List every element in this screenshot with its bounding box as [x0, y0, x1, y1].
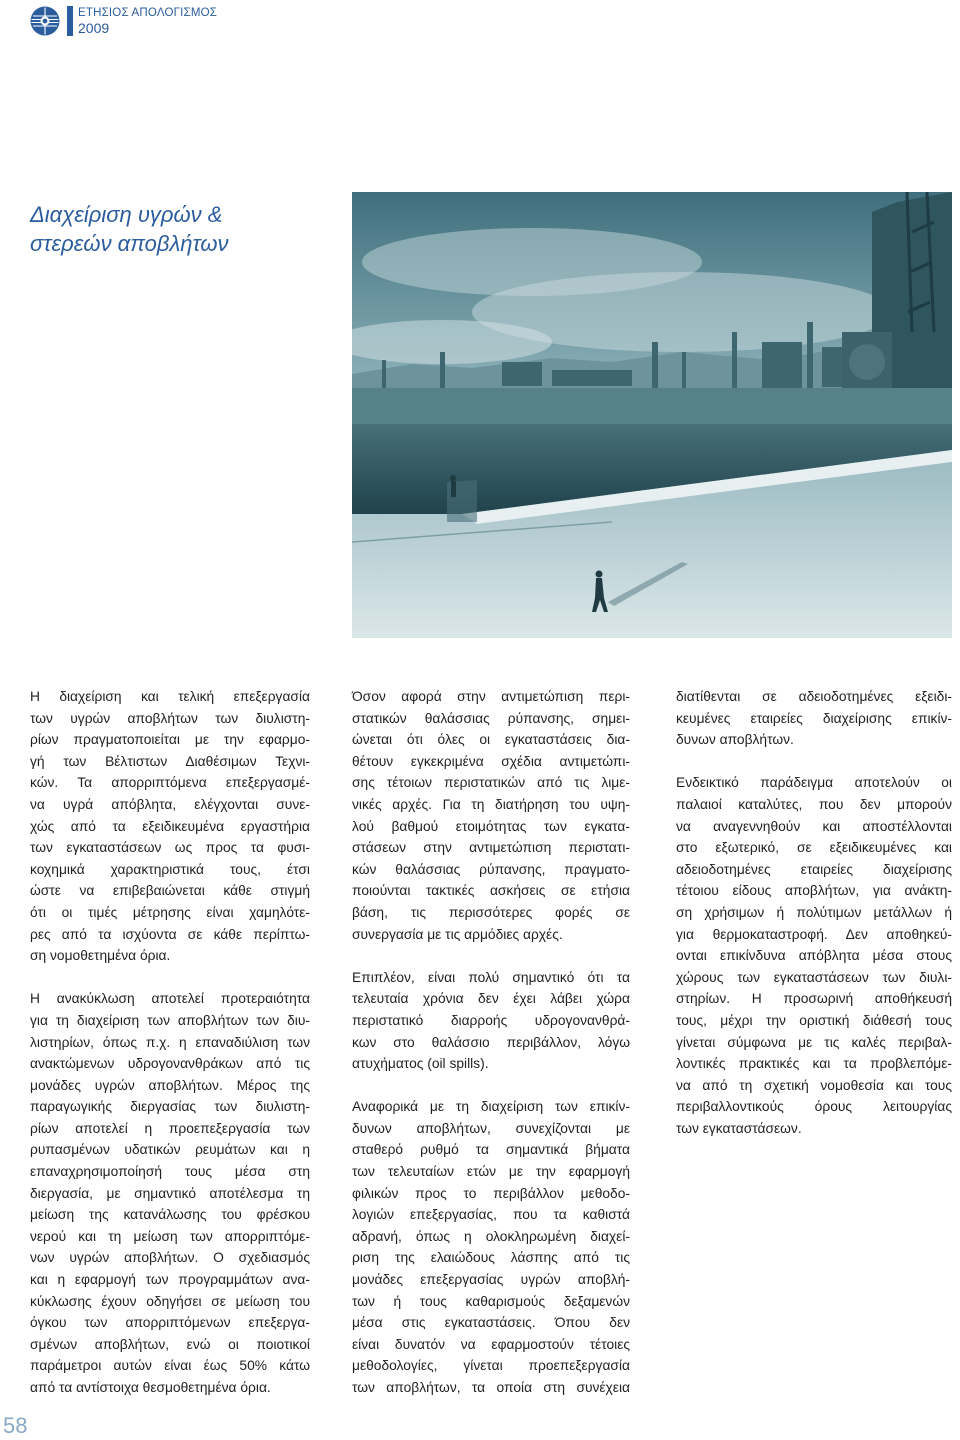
text-line: δυνων αποβλήτων, συνεχίζονται με: [352, 1120, 630, 1136]
report-year: 2009: [78, 20, 110, 36]
text-line: περιβαλλοντικούς όρους λειτουργίας: [676, 1099, 952, 1115]
text-line: σης τέτοιων περιστατικών από τις λιμε-: [352, 775, 630, 791]
text-line: νερού και τη μείωση των απορριπτόμε-: [30, 1228, 310, 1244]
text-line: γή των Βέλτιστων Διαθέσιμων Τεχνι-: [30, 753, 310, 769]
text-line: των αποβλήτων, τα οποία στη συνέχεια: [352, 1380, 630, 1395]
paragraph: [352, 1096, 630, 1398]
text-line: των τελευταίων ετών με την εφαρμογή: [352, 1164, 630, 1180]
text-line: λού βαθμού ετοιμότητας των εγκατα-: [352, 818, 630, 834]
text-line: νικές αρχές. Για τη διατήρηση του υψη-: [352, 796, 630, 812]
text-line: σμένων αποβλήτων, ενώ οι ποιοτικοί: [30, 1336, 310, 1352]
text-line: στατικών θαλάσσιας ρύπανσης, σημει-: [352, 710, 630, 726]
text-line: να από τη σχετική νομοθεσία και τους: [676, 1077, 952, 1093]
text-line: κοχημικά χαρακτηριστικά τους, έτσι: [30, 861, 310, 877]
text-column-1: [30, 686, 310, 1399]
paragraph: [352, 686, 630, 945]
text-line: παλαιοί καταλύτες, που δεν μπορούν: [676, 796, 952, 812]
paragraph: [30, 686, 310, 967]
text-line: νων υγρών αποβλήτων. Ο σχεδιασμός: [30, 1250, 310, 1266]
text-line: Ενδεικτικό παράδειγμα αποτελούν οι: [676, 775, 952, 791]
text-line: σταθερό ρυθμό τα σημαντικά βήματα: [352, 1142, 630, 1158]
text-column-2: [352, 686, 630, 1399]
header-accent-bar: [67, 6, 73, 36]
text-line: αδειοδοτημένες εταιρείες διαχείρισης: [676, 861, 952, 877]
text-line: στο εξωτερικό, σε εξειδικευμένες και: [676, 840, 952, 856]
text-line: των υγρών αποβλήτων των διυλιστη-: [30, 710, 310, 726]
paragraph: [676, 686, 952, 751]
text-line: Επιπλέον, είναι πολύ σημαντικό ότι τα: [352, 969, 630, 985]
text-line: φιλικών προς το περιβάλλον μεθοδο-: [352, 1185, 630, 1201]
paragraph: [676, 772, 952, 1139]
text-line: μεθοδολογίες, γίνεται προεπεξεργασία: [352, 1358, 630, 1374]
text-line: λογιών επεξεργασίας, που τα καθιστά: [352, 1207, 630, 1223]
refinery-photo: [352, 192, 952, 638]
text-line: των ή τους καθαρισμούς δεξαμενών: [352, 1293, 630, 1309]
text-line: διατίθενται σε αδειοδοτημένες εξειδι-: [676, 689, 952, 704]
text-line: για θερμοκαταστροφή. Δεν αποθηκεύ-: [676, 926, 952, 942]
text-line: κων στο θαλάσσιο περιβάλλον, λόγω: [352, 1034, 630, 1050]
text-line: για τη διαχείριση των αποβλήτων των διυ-: [30, 1012, 310, 1028]
paragraph: [352, 967, 630, 1075]
text-line: περιστατικό διαρροής υδρογονανθρά-: [352, 1012, 630, 1028]
text-line: ότι οι τιμές μέτρησης είναι χαμηλότε-: [30, 904, 310, 920]
paragraph: [30, 988, 310, 1398]
text-line: διεργασία, με σημαντικό αποτέλεσμα τη: [30, 1185, 310, 1201]
text-line: ριση της ελαιώδους λάσπης από τις: [352, 1250, 630, 1266]
text-line: μέσα στις εγκαταστάσεις. Όπου δεν: [352, 1315, 630, 1331]
report-header: [78, 6, 217, 36]
text-line: τους, μέχρι την οριστική διάθεσή τους: [676, 1012, 952, 1028]
section-title: [30, 200, 320, 258]
text-line: ρίων πραγματοποιείται με την εφαρμο-: [30, 732, 310, 748]
text-line: στάσεων στην αντιμετώπιση περιστατι-: [352, 840, 630, 856]
text-line: Όσον αφορά στην αντιμετώπιση περι-: [352, 689, 630, 704]
text-line: θέτουν εγκεκριμένα σχέδια αντιμετώπι-: [352, 753, 630, 769]
text-line: κευμένες εταιρείες διαχείρισης επικίν-: [676, 710, 952, 726]
text-line: δυνων αποβλήτων.: [676, 732, 794, 748]
text-line: λιστηρίων, όπως π.χ. η επαναδιύλιση των: [30, 1034, 310, 1050]
text-column-3: [676, 686, 952, 1139]
text-line: χώς από τα εξειδικευμένα εργαστήρια: [30, 818, 310, 834]
text-line: Η διαχείριση και τελική επεξεργασία: [30, 689, 310, 704]
text-line: ρες από τα ισχύοντα σε κάθε περίπτω-: [30, 926, 310, 942]
text-line: των εγκαταστάσεων ως προς τα φυσι-: [30, 840, 310, 856]
text-line: να αναγεννηθούν και αποστέλλονται: [676, 818, 952, 834]
text-line: λοντικές πρακτικές και τα προβλεπόμε-: [676, 1056, 952, 1072]
text-line: ώστε να επιβεβαιώνεται κάθε στιγμή: [30, 883, 310, 899]
text-line: μονάδες υγρών αποβλήτων. Μέρος της: [30, 1077, 310, 1093]
text-line: ανακτώμενων υδρογονανθράκων από τις: [30, 1056, 310, 1072]
text-line: μονάδες επεξεργασίας υγρών αποβλή-: [352, 1272, 630, 1288]
text-line: γίνεται σύμφωνα με τις καλές περιβαλ-: [676, 1034, 952, 1050]
text-line: βάση, τις περισσότερες φορές σε: [352, 904, 630, 920]
text-line: κών. Τα απορριπτόμενα επεξεργασμέ-: [30, 775, 310, 791]
report-title: ΕΤΗΣΙΟΣ ΑΠΟΛΟΓΙΣΜΟΣ: [78, 7, 218, 19]
text-line: αδρανή, όπως η ολοκληρωμένη διαχεί-: [352, 1228, 630, 1244]
text-line: ρίων αποτελεί η προεπεξεργασία των: [30, 1120, 310, 1136]
text-line: στηρίων. Η προσωρινή αποθήκευσή: [676, 991, 952, 1007]
section-title-line: στερεών αποβλήτων: [30, 231, 229, 256]
text-line: ονται επικίνδυνα απόβλητα μέσα στους: [676, 948, 952, 964]
page-number: 58: [3, 1413, 28, 1438]
text-line: και η εφαρμογή των προγραμμάτων ανα-: [30, 1272, 310, 1288]
company-logo-icon: [30, 6, 60, 36]
text-line: κών θαλάσσιας ρύπανσης, πραγματο-: [352, 861, 630, 877]
text-line: ποιούνται τακτικές ασκήσεις σε ετήσια: [352, 883, 630, 899]
text-line: των εγκαταστάσεων.: [676, 1120, 802, 1136]
text-line: ώνεται ότι όλες οι εγκαταστάσεις δια-: [352, 732, 630, 748]
text-line: ατυχήματος (oil spills).: [352, 1056, 489, 1072]
text-line: παραγωγικής διεργασίας των διυλιστη-: [30, 1099, 310, 1115]
text-line: Αναφορικά με τη διαχείριση των επικίν-: [352, 1099, 630, 1115]
text-line: τελευταία χρόνια δεν έχει λάβει χώρα: [352, 991, 630, 1007]
text-line: είναι δυνατόν να εφαρμοστούν τέτοιες: [352, 1336, 630, 1352]
text-line: Η ανακύκλωση αποτελεί προτεραιότητα: [30, 991, 310, 1007]
text-line: να υγρά απόβλητα, ελέγχονται συνε-: [30, 796, 310, 812]
text-line: όγκου των απορριπτόμενων επεξεργα-: [30, 1315, 310, 1331]
text-line: μείωση της κατανάλωσης του φρέσκου: [30, 1207, 310, 1223]
text-line: επαναχρησιμοποίησή τους μέσα στη: [30, 1164, 310, 1180]
text-line: ση νομοθετημένα όρια.: [30, 948, 171, 964]
text-line: τέτοιου είδους αποβλήτων, για ανάκτη-: [676, 883, 952, 899]
text-line: παράμετροι αυτών είναι έως 50% κάτω: [30, 1358, 310, 1374]
text-line: συνεργασία με τις αρμόδιες αρχές.: [352, 926, 563, 942]
text-line: κύκλωσης έχουν οδηγήσει σε μείωση του: [30, 1293, 310, 1309]
text-line: από τα αντίστοιχα θεσμοθετημένα όρια.: [30, 1380, 271, 1395]
text-line: ση χρήσιμων ή πολύτιμων μετάλλων ή: [676, 904, 952, 920]
text-line: χώρους των εγκαταστάσεων των διυλι-: [676, 969, 952, 985]
text-line: ρυπασμένων υδατικών ρευμάτων και η: [30, 1142, 310, 1158]
section-title-line: Διαχείριση υγρών &: [30, 202, 223, 227]
